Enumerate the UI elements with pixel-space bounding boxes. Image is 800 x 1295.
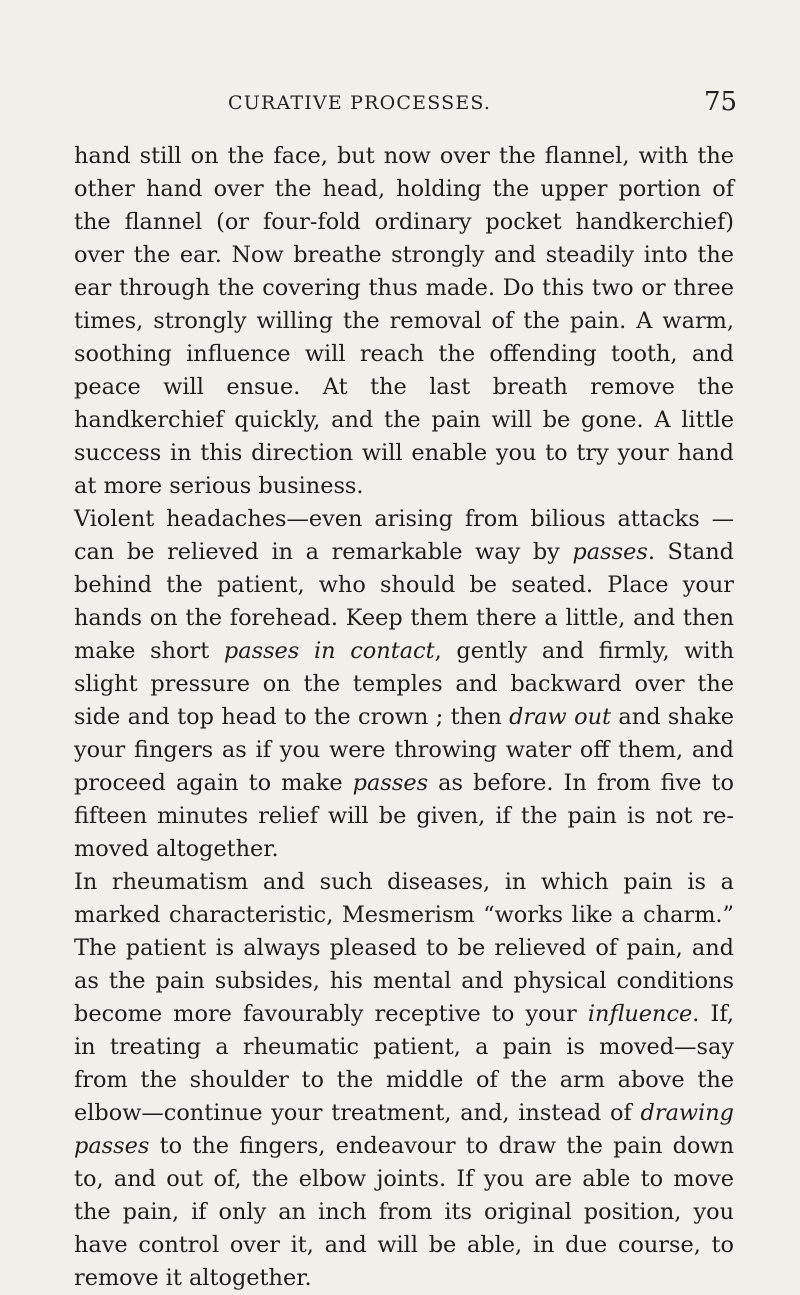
italic-term: passes in contact (223, 638, 435, 664)
paragraph-rheumatism (74, 866, 734, 1295)
text-segment: In rheumatism and such diseases, in which pain is a marked characteristic, Mesmerism “works like a charm.” The patient is always pleased to be relieved of pain, and as the pain subsides, his mental and physical conditions become more favourably receptive to your (74, 869, 734, 1027)
text-segment: as before. In from five to fifteen minutes relief will be given, if the pain is not re-moved altogether. (74, 770, 734, 862)
text-segment: Violent headaches—even arising from bilious attacks —can be relieved in a remarkable way by (74, 506, 734, 565)
italic-term: draw out (509, 704, 612, 730)
text-segment: , gently and firmly, with slight pressure on the temples and backward over the side and top head to the crown ; then (74, 638, 734, 730)
body-text (74, 140, 734, 1295)
text-segment: . If, in treating a rheumatic patient, a pain is moved—say from the shoulder to the middle of the arm above the elbow—continue your treatment, and, instead of (74, 1001, 734, 1126)
italic-term: passes (352, 770, 429, 796)
running-head (0, 87, 800, 122)
paragraph-headaches (74, 503, 734, 866)
italic-term: drawing passes (74, 1100, 734, 1159)
italic-term: passes (572, 539, 648, 565)
text-segment: . Stand behind the patient, who should be seated. Place your hands on the forehead. Keep them there a little, and then make short (74, 539, 734, 664)
text-segment: to the fingers, endeavour to draw the pain down to, and out of, the elbow joints. If you are able to move the pain, if only an inch from its original position, you have control over it, and will be able, in due course, to remove it altogether. (74, 1133, 734, 1291)
running-title: CURATIVE PROCESSES. (228, 92, 492, 114)
page-number: 75 (704, 87, 738, 117)
text-segment: and shake your fingers as if you were throwing water off them, and proceed again to make (74, 704, 735, 796)
text-segment: hand still on the face, but now over the flannel, with the other hand over the head, holding the upper portion of the flannel (or four-fold ordinary pocket handkerchief) over the ear. Now breathe strongly and steadily into the ear through the covering thus made. Do this two or three times, strongly willing the removal of the pain. A warm, soothing influence will reach the offending tooth, and peace will ensue. At the last breath remove the handkerchief quickly, and the pain will be gone. A little success in this direction will enable you to try your hand at more serious business. (74, 143, 734, 499)
paragraph-toothache (74, 140, 734, 503)
italic-term: influence (587, 1001, 693, 1027)
